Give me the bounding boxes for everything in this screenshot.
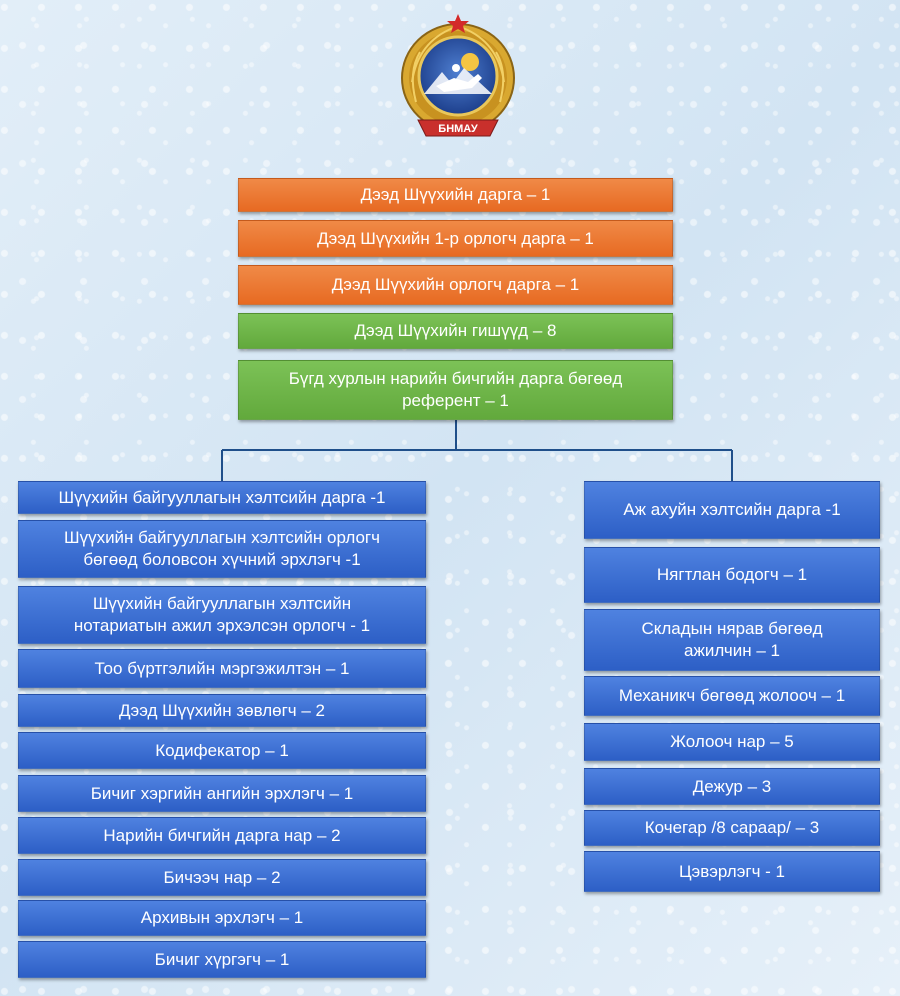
chairman-label: Дээд Шүүхийн дарга – 1 bbox=[360, 185, 551, 204]
left-label-1: Шүүхийн байгууллагын хэлтсийн дарга -1 bbox=[58, 487, 386, 507]
right-label-8: Цэвэрлэгч - 1 bbox=[678, 861, 786, 881]
left-box-11 bbox=[18, 941, 426, 978]
left-box-5 bbox=[18, 694, 426, 727]
left-label-6: Кодифекатор – 1 bbox=[155, 740, 289, 760]
right-label-3: Складын нярав бөгөөд ажилчин – 1 bbox=[641, 619, 823, 660]
right-box-7 bbox=[584, 810, 880, 846]
secretary-referent-box bbox=[238, 360, 673, 420]
left-label-4: Тоо бүртгэлийн мэргэжилтэн – 1 bbox=[94, 658, 350, 678]
right-label-7: Кочегар /8 сараар/ – 3 bbox=[644, 818, 820, 837]
right-box-8 bbox=[584, 851, 880, 892]
right-label-5: Жолооч нар – 5 bbox=[670, 732, 794, 751]
right-label-6: Дежур – 3 bbox=[692, 776, 772, 796]
left-box-1 bbox=[18, 481, 426, 514]
left-box-8 bbox=[18, 817, 426, 854]
members-box bbox=[238, 313, 673, 349]
left-box-3 bbox=[18, 586, 426, 644]
right-box-1 bbox=[584, 481, 880, 539]
left-label-5: Дээд Шүүхийн зөвлөгч – 2 bbox=[119, 700, 325, 720]
left-label-9: Бичээч нар – 2 bbox=[163, 867, 281, 887]
right-box-6 bbox=[584, 768, 880, 805]
right-label-1: Аж ахуйн хэлтсийн дарга -1 bbox=[623, 500, 841, 519]
emblem-ribbon-text: БНМАУ bbox=[438, 123, 478, 135]
left-box-4 bbox=[18, 649, 426, 688]
first-deputy-box bbox=[238, 220, 673, 257]
left-box-10 bbox=[18, 900, 426, 936]
left-label-7: Бичиг хэргийн ангийн эрхлэгч – 1 bbox=[90, 783, 354, 803]
right-label-4: Механикч бөгөөд жолооч – 1 bbox=[618, 686, 846, 705]
first-deputy-label: Дээд Шүүхийн 1-р орлогч дарга – 1 bbox=[317, 228, 594, 248]
left-label-11: Бичиг хүргэгч – 1 bbox=[154, 949, 290, 969]
left-box-2 bbox=[18, 520, 426, 578]
right-box-2 bbox=[584, 547, 880, 603]
left-label-2: Шүүхийн байгууллагын хэлтсийн орлогч бөгөөд боловсон хүчний эрхлэгч -1 bbox=[63, 528, 380, 569]
left-box-9 bbox=[18, 859, 426, 896]
right-box-3 bbox=[584, 609, 880, 671]
right-box-4 bbox=[584, 676, 880, 716]
chairman-box bbox=[238, 178, 673, 212]
right-label-2: Нягтлан бодогч – 1 bbox=[656, 565, 808, 584]
members-label: Дээд Шүүхийн гишүүд – 8 bbox=[354, 321, 557, 340]
left-label-3: Шүүхийн байгууллагын хэлтсийн нотариатын ажил эрхэлсэн орлогч - 1 bbox=[73, 594, 371, 635]
deputy-label: Дээд Шүүхийн орлогч дарга – 1 bbox=[331, 275, 580, 294]
right-box-5 bbox=[584, 723, 880, 761]
secretary-referent-label: Бүгд хурлын нарийн бичгийн дарга бөгөөд референт – 1 bbox=[288, 369, 623, 410]
left-box-6 bbox=[18, 732, 426, 769]
left-label-8: Нарийн бичгийн дарга нар – 2 bbox=[103, 825, 341, 845]
left-box-7 bbox=[18, 775, 426, 812]
left-label-10: Архивын эрхлэгч – 1 bbox=[140, 908, 304, 927]
deputy-box bbox=[238, 265, 673, 305]
